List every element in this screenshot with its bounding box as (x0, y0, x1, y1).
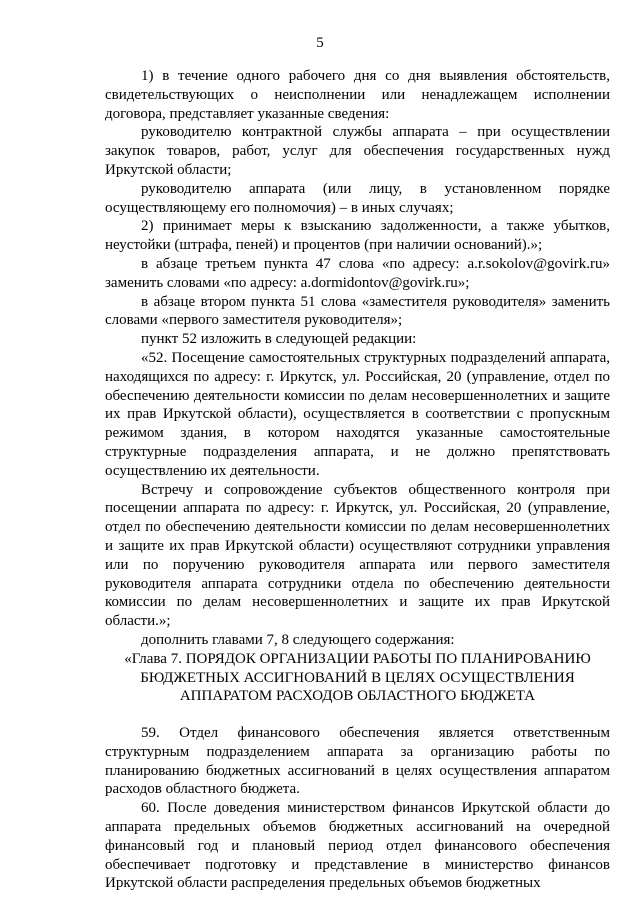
paragraph: 60. После доведения министерством финансов Иркутской области до аппарата предельных объемов бюджетных ассигнований на очередной финансовый год и плановый период отдел финансового обеспечения обеспечивает подготовку и представление в министерство финансов Иркутской области распределения предельных объемов бюджетных (105, 800, 610, 892)
chapter-heading-line: «Глава 7. ПОРЯДОК ОРГАНИЗАЦИИ РАБОТЫ ПО ПЛАНИРОВАНИЮ (124, 650, 591, 667)
chapter-heading (105, 650, 610, 706)
paragraph: 59. Отдел финансового обеспечения является ответственным структурным подразделением аппарата за организацию работы по планированию бюджетных ассигнований в целях осуществления аппаратом расходов областного бюджета. (105, 725, 610, 798)
paragraph: «52. Посещение самостоятельных структурных подразделений аппарата, находящихся по адресу: г. Иркутск, ул. Российская, 20 (управление, отдел по обеспечению деятельности комиссии по делам несовершеннолетних и защите их прав Иркутской области), осуществляется в соответствии с пропускным режимом здания, в котором находятся указанные самостоятельные структурные подразделения аппарата, и не должно препятствовать осуществлению их деятельности. (105, 349, 610, 479)
paragraph: в абзаце третьем пункта 47 слова «по адресу: a.r.sokolov@govirk.ru» заменить словами «по адресу: a.dormidontov@govirk.ru»; (105, 255, 610, 291)
chapter-heading-line: АППАРАТОМ РАСХОДОВ ОБЛАСТНОГО БЮДЖЕТА (179, 688, 536, 705)
paragraph: руководителю аппарата (или лицу, в установленном порядке осуществляющему его полномочия) – в иных случаях; (105, 180, 610, 216)
page-number: 5 (316, 35, 324, 51)
document-body (105, 67, 610, 893)
chapter-heading-line: БЮДЖЕТНЫХ АССИГНОВАНИЙ В ЦЕЛЯХ ОСУЩЕСТВЛЕНИЯ (140, 669, 575, 686)
paragraph: руководителю контрактной службы аппарата – при осуществлении закупок товаров, работ, услуг для обеспечения государственных нужд Иркутской области; (105, 124, 610, 178)
paragraph: Встречу и сопровождение субъектов общественного контроля при посещении аппарата по адресу: г. Иркутск, ул. Российская, 20 (управление, отдел по обеспечению деятельности комиссии по делам несовершеннолетних и защите их прав Иркутской области) осуществляют сотрудники управления или по поручению руководителя аппарата или первого заместителя руководителя аппарата сотрудники отдела по обеспечению деятельности комиссии по делам несовершеннолетних и защите их прав Иркутской области.»; (105, 481, 610, 630)
paragraph: пункт 52 изложить в следующей редакции: (141, 331, 417, 348)
paragraph: дополнить главами 7, 8 следующего содержания: (141, 631, 455, 648)
paragraph: в абзаце втором пункта 51 слова «заместителя руководителя» заменить словами «первого заместителя руководителя»; (105, 293, 610, 329)
spacer (105, 706, 610, 724)
paragraph: 1) в течение одного рабочего дня со дня выявления обстоятельств, свидетельствующих о неисполнении или ненадлежащем исполнении договора, представляет указанные сведения: (105, 68, 610, 122)
paragraph: 2) принимает меры к взысканию задолженности, а также убытков, неустойки (штрафа, пеней) и процентов (при наличии оснований).»; (105, 218, 610, 254)
